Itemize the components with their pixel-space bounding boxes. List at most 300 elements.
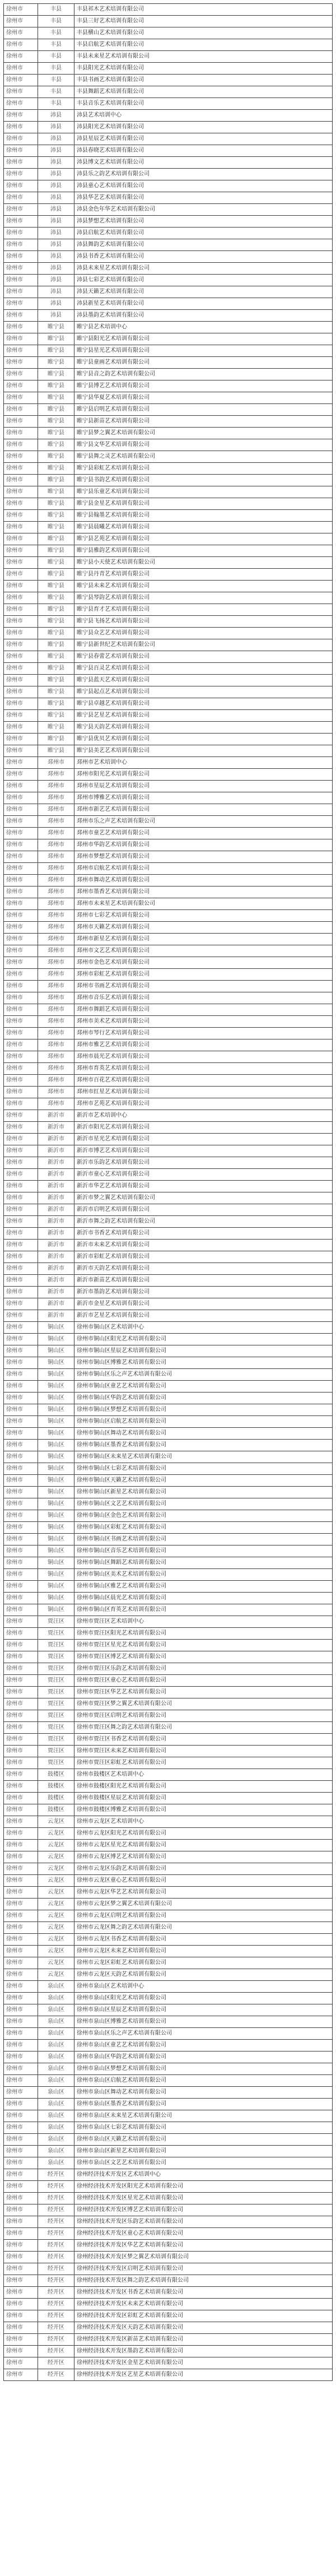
district-cell: 沛县 (38, 180, 74, 192)
city-cell: 徐州市 (4, 2228, 38, 2240)
district-cell: 睢宁县 (38, 333, 74, 345)
institution-name-cell: 新沂市艺术培训中心 (74, 1110, 333, 1122)
district-cell: 泉山区 (38, 2134, 74, 2146)
institution-name-cell: 徐州经济技术开发区启明艺术培训有限公司 (74, 2263, 333, 2275)
district-cell: 邳州市 (38, 1098, 74, 1110)
city-cell: 徐州市 (4, 27, 38, 39)
table-row (4, 1416, 333, 1428)
district-cell: 丰县 (38, 98, 74, 110)
city-cell: 徐州市 (4, 169, 38, 180)
table-row (4, 781, 333, 792)
city-cell: 徐州市 (4, 86, 38, 98)
table-row (4, 2134, 333, 2146)
table-row (4, 510, 333, 522)
table-row (4, 451, 333, 463)
district-cell: 贾汪区 (38, 1675, 74, 1687)
city-cell: 徐州市 (4, 1098, 38, 1110)
district-cell: 沛县 (38, 228, 74, 239)
table-row (4, 522, 333, 533)
institution-name-cell: 睢宁县蓝天艺术培训有限公司 (74, 675, 333, 686)
institution-name-cell: 徐州市铜山区未来星艺术培训有限公司 (74, 1451, 333, 1463)
district-cell: 新沂市 (38, 1310, 74, 1322)
table-row (4, 157, 333, 169)
institution-name-cell: 徐州市铜山区育英艺术培训有限公司 (74, 1604, 333, 1616)
table-row (4, 1993, 333, 2004)
district-cell: 睢宁县 (38, 322, 74, 333)
institution-name-cell: 邳州市红星艺术培训有限公司 (74, 1087, 333, 1098)
district-cell: 贾汪区 (38, 1734, 74, 1746)
institution-name-cell: 沛县艺术培训中心 (74, 110, 333, 122)
district-cell: 云龙区 (38, 1946, 74, 1957)
district-cell: 邳州市 (38, 792, 74, 804)
city-cell: 徐州市 (4, 2275, 38, 2287)
institution-name-cell: 徐州市泉山区墨香艺术培训有限公司 (74, 2099, 333, 2110)
table-row (4, 486, 333, 498)
institution-name-cell: 徐州市泉山区华韵艺术培训有限公司 (74, 2051, 333, 2063)
institution-name-cell: 徐州市铜山区星辰艺术培训有限公司 (74, 1345, 333, 1357)
city-cell: 徐州市 (4, 263, 38, 275)
table-row (4, 1722, 333, 1734)
institution-name-cell: 邳州市星辰艺术培训有限公司 (74, 781, 333, 792)
table-row (4, 1169, 333, 1181)
district-cell: 铜山区 (38, 1593, 74, 1604)
institution-name-cell: 睢宁县未来艺术培训有限公司 (74, 581, 333, 592)
district-cell: 经开区 (38, 2299, 74, 2310)
table-row (4, 145, 333, 157)
city-cell: 徐州市 (4, 1134, 38, 1145)
district-cell: 睢宁县 (38, 498, 74, 510)
district-cell: 睢宁县 (38, 604, 74, 616)
table-row (4, 310, 333, 322)
city-cell: 徐州市 (4, 1169, 38, 1181)
table-row (4, 839, 333, 851)
district-cell: 贾汪区 (38, 1640, 74, 1651)
institution-name-cell: 邳州市音乐艺术培训有限公司 (74, 992, 333, 1004)
table-row (4, 2334, 333, 2346)
table-row (4, 2063, 333, 2075)
table-row (4, 63, 333, 75)
district-cell: 沛县 (38, 263, 74, 275)
district-cell: 云龙区 (38, 1922, 74, 1934)
city-cell: 徐州市 (4, 1781, 38, 1793)
institution-name-cell: 邳州市晨光艺术培训有限公司 (74, 1051, 333, 1063)
institution-name-cell: 睢宁县梦之翼艺术培训有限公司 (74, 428, 333, 439)
city-cell: 徐州市 (4, 1828, 38, 1840)
institution-name-cell: 徐州市贾汪区星光艺术培训有限公司 (74, 1640, 333, 1651)
institution-name-cell: 睢宁县优贝艺术培训有限公司 (74, 734, 333, 745)
table-row (4, 2216, 333, 2228)
table-row (4, 1628, 333, 1640)
district-cell: 泉山区 (38, 2075, 74, 2087)
table-row (4, 345, 333, 357)
institution-name-cell: 徐州市贾汪区梦之翼艺术培训有限公司 (74, 1698, 333, 1710)
institution-name-cell: 新沂市彩虹艺术培训有限公司 (74, 1251, 333, 1263)
district-cell: 睢宁县 (38, 404, 74, 416)
city-cell: 徐州市 (4, 651, 38, 663)
district-cell: 云龙区 (38, 1851, 74, 1863)
district-cell: 贾汪区 (38, 1687, 74, 1698)
city-cell: 徐州市 (4, 251, 38, 263)
institution-name-cell: 新沂市启明艺术培训有限公司 (74, 1204, 333, 1216)
institution-name-cell: 睢宁县音之韵艺术培训有限公司 (74, 369, 333, 380)
district-cell: 邳州市 (38, 898, 74, 910)
district-cell: 云龙区 (38, 1863, 74, 1875)
city-cell: 徐州市 (4, 969, 38, 981)
institution-name-cell: 徐州市铜山区舞动艺术培训有限公司 (74, 1428, 333, 1440)
city-cell: 徐州市 (4, 1640, 38, 1651)
city-cell: 徐州市 (4, 1769, 38, 1781)
institution-name-cell: 睢宁县美艺艺术培训有限公司 (74, 745, 333, 757)
institution-name-cell: 邳州市舞蹈艺术培训有限公司 (74, 1004, 333, 1016)
city-cell: 徐州市 (4, 934, 38, 945)
table-row (4, 2322, 333, 2334)
institution-name-cell: 徐州市铜山区梦想艺术培训有限公司 (74, 1404, 333, 1416)
district-cell: 经开区 (38, 2369, 74, 2381)
institution-name-cell: 徐州市泉山区七彩艺术培训有限公司 (74, 2122, 333, 2134)
district-cell: 沛县 (38, 251, 74, 263)
city-cell: 徐州市 (4, 1051, 38, 1063)
institution-name-cell: 睢宁县阳光艺术培训有限公司 (74, 333, 333, 345)
institution-name-cell: 睢宁县飞扬艺术培训有限公司 (74, 616, 333, 628)
district-cell: 云龙区 (38, 1934, 74, 1946)
district-cell: 泉山区 (38, 2087, 74, 2099)
table-row (4, 1710, 333, 1722)
city-cell: 徐州市 (4, 1251, 38, 1263)
table-row (4, 1487, 333, 1498)
institution-name-cell: 徐州市铜山区音乐艺术培训有限公司 (74, 1545, 333, 1557)
institution-name-cell: 邳州市童艺艺术培训有限公司 (74, 828, 333, 839)
district-cell: 邳州市 (38, 863, 74, 875)
district-cell: 铜山区 (38, 1451, 74, 1463)
city-cell: 徐州市 (4, 1840, 38, 1851)
institution-name-cell: 徐州市云龙区启明艺术培训有限公司 (74, 1910, 333, 1922)
institution-name-cell: 徐州市铜山区博雅艺术培训有限公司 (74, 1357, 333, 1369)
institution-name-cell: 邳州市未来星艺术培训有限公司 (74, 898, 333, 910)
city-cell: 徐州市 (4, 1581, 38, 1593)
city-cell: 徐州市 (4, 1746, 38, 1757)
district-cell: 云龙区 (38, 1816, 74, 1828)
district-cell: 经开区 (38, 2334, 74, 2346)
district-cell: 铜山区 (38, 1498, 74, 1510)
institution-name-cell: 睢宁县小天使艺术培训有限公司 (74, 557, 333, 569)
city-cell: 徐州市 (4, 2322, 38, 2334)
district-cell: 邳州市 (38, 934, 74, 945)
city-cell: 徐州市 (4, 533, 38, 545)
institution-name-cell: 徐州经济技术开发区阳光艺术培训有限公司 (74, 2181, 333, 2193)
city-cell: 徐州市 (4, 992, 38, 1004)
table-row (4, 1593, 333, 1604)
district-cell: 铜山区 (38, 1522, 74, 1534)
district-cell: 经开区 (38, 2357, 74, 2369)
institution-name-cell: 沛县童心艺术培训有限公司 (74, 180, 333, 192)
table-row (4, 757, 333, 769)
district-cell: 泉山区 (38, 2063, 74, 2075)
institution-name-cell: 新沂市阳光艺术培训有限公司 (74, 1122, 333, 1134)
district-cell: 邳州市 (38, 1075, 74, 1087)
city-cell: 徐州市 (4, 1216, 38, 1228)
district-cell: 沛县 (38, 157, 74, 169)
district-cell: 丰县 (38, 86, 74, 98)
table-row (4, 804, 333, 816)
city-cell: 徐州市 (4, 1487, 38, 1498)
city-cell: 徐州市 (4, 2263, 38, 2275)
table-row (4, 1875, 333, 1887)
city-cell: 徐州市 (4, 698, 38, 710)
institution-name-cell: 徐州市云龙区梦之翼艺术培训有限公司 (74, 1899, 333, 1910)
district-cell: 贾汪区 (38, 1710, 74, 1722)
table-row (4, 769, 333, 781)
institution-name-cell: 沛县乐之韵艺术培训有限公司 (74, 169, 333, 180)
district-cell: 睢宁县 (38, 734, 74, 745)
institution-name-cell: 沛县书香艺术培训有限公司 (74, 251, 333, 263)
city-cell: 徐州市 (4, 16, 38, 27)
institution-name-cell: 邳州市金色艺术培训有限公司 (74, 957, 333, 969)
institution-name-cell: 徐州市云龙区童心艺术培训有限公司 (74, 1875, 333, 1887)
table-row (4, 27, 333, 39)
city-cell: 徐州市 (4, 298, 38, 310)
institution-name-cell: 徐州市铜山区华韵艺术培训有限公司 (74, 1393, 333, 1404)
institution-name-cell: 徐州市泉山区文艺艺术培训有限公司 (74, 2157, 333, 2169)
city-cell: 徐州市 (4, 1063, 38, 1075)
city-cell: 徐州市 (4, 1275, 38, 1287)
district-cell: 铜山区 (38, 1581, 74, 1593)
institution-name-cell: 徐州经济技术开发区星光艺术培训有限公司 (74, 2193, 333, 2204)
institution-name-cell: 徐州经济技术开发区金星艺术培训有限公司 (74, 2357, 333, 2369)
district-cell: 邳州市 (38, 886, 74, 898)
table-body (4, 4, 333, 2381)
institution-name-cell: 徐州市铜山区乐之声艺术培训有限公司 (74, 1369, 333, 1381)
institution-name-cell: 邳州市琴行艺术培训有限公司 (74, 1028, 333, 1039)
table-row (4, 2040, 333, 2051)
institution-name-cell: 徐州市铜山区艺术培训中心 (74, 1322, 333, 1334)
city-cell: 徐州市 (4, 639, 38, 651)
institution-name-cell: 沛县博文艺术培训有限公司 (74, 157, 333, 169)
district-cell: 铜山区 (38, 1557, 74, 1569)
institution-name-cell: 徐州市云龙区阳光艺术培训有限公司 (74, 1828, 333, 1840)
city-cell: 徐州市 (4, 1357, 38, 1369)
district-cell: 贾汪区 (38, 1616, 74, 1628)
institution-name-cell: 沛县阳光艺术培训有限公司 (74, 122, 333, 133)
city-cell: 徐州市 (4, 1510, 38, 1522)
institution-name-cell: 睢宁县翰墨艺术培训有限公司 (74, 510, 333, 522)
city-cell: 徐州市 (4, 2134, 38, 2146)
table-row (4, 992, 333, 1004)
institution-name-cell: 睢宁县育才艺术培训有限公司 (74, 604, 333, 616)
institution-name-cell: 徐州市泉山区阳光艺术培训有限公司 (74, 1993, 333, 2004)
city-cell: 徐州市 (4, 1298, 38, 1310)
institution-name-cell: 徐州经济技术开发区书香艺术培训有限公司 (74, 2287, 333, 2299)
city-cell: 徐州市 (4, 2099, 38, 2110)
table-row (4, 2157, 333, 2169)
district-cell: 铜山区 (38, 1345, 74, 1357)
district-cell: 沛县 (38, 239, 74, 251)
institution-name-cell: 睢宁县华夏艺术培训有限公司 (74, 392, 333, 404)
city-cell: 徐州市 (4, 792, 38, 804)
institution-name-cell: 徐州市贾汪区舞之韵艺术培训有限公司 (74, 1722, 333, 1734)
institution-name-cell: 新沂市舞之韵艺术培训有限公司 (74, 1216, 333, 1228)
table-row (4, 204, 333, 216)
institution-name-cell: 徐州市泉山区梦想艺术培训有限公司 (74, 2063, 333, 2075)
institution-name-cell: 徐州市铜山区文艺艺术培训有限公司 (74, 1498, 333, 1510)
table-row (4, 734, 333, 745)
institution-name-cell: 邳州市华韵艺术培训有限公司 (74, 839, 333, 851)
table-row (4, 2004, 333, 2016)
table-row (4, 1793, 333, 1804)
institution-name-cell: 邳州市书画艺术培训有限公司 (74, 981, 333, 992)
city-cell: 徐州市 (4, 39, 38, 51)
district-cell: 新沂市 (38, 1110, 74, 1122)
table-row (4, 628, 333, 639)
city-cell: 徐州市 (4, 2122, 38, 2134)
city-cell: 徐州市 (4, 1804, 38, 1816)
institution-name-cell: 徐州经济技术开发区梦之翼艺术培训有限公司 (74, 2252, 333, 2263)
table-row (4, 1228, 333, 1240)
table-row (4, 792, 333, 804)
institution-name-cell: 徐州经济技术开发区舞之韵艺术培训有限公司 (74, 2275, 333, 2287)
district-cell: 沛县 (38, 204, 74, 216)
table-row (4, 75, 333, 86)
table-row (4, 1051, 333, 1063)
table-row (4, 2087, 333, 2099)
city-cell: 徐州市 (4, 2040, 38, 2051)
city-cell: 徐州市 (4, 275, 38, 286)
district-cell: 新沂市 (38, 1134, 74, 1145)
city-cell: 徐州市 (4, 828, 38, 839)
city-cell: 徐州市 (4, 1887, 38, 1899)
table-row (4, 1734, 333, 1746)
institution-name-cell: 邳州市墨香艺术培训有限公司 (74, 886, 333, 898)
institution-name-cell: 睢宁县新苗艺术培训有限公司 (74, 416, 333, 428)
institution-name-cell: 徐州市贾汪区阳光艺术培训有限公司 (74, 1628, 333, 1640)
table-row (4, 945, 333, 957)
table-row (4, 1675, 333, 1687)
city-cell: 徐州市 (4, 1475, 38, 1487)
district-cell: 铜山区 (38, 1440, 74, 1451)
district-cell: 邳州市 (38, 757, 74, 769)
city-cell: 徐州市 (4, 2193, 38, 2204)
district-cell: 邳州市 (38, 922, 74, 934)
district-cell: 泉山区 (38, 2004, 74, 2016)
table-row (4, 428, 333, 439)
institution-name-cell: 徐州市泉山区童艺艺术培训有限公司 (74, 2040, 333, 2051)
institution-name-cell: 徐州市鼓楼区博雅艺术培训有限公司 (74, 1804, 333, 1816)
city-cell: 徐州市 (4, 2287, 38, 2299)
city-cell: 徐州市 (4, 475, 38, 486)
table-row (4, 533, 333, 545)
city-cell: 徐州市 (4, 1934, 38, 1946)
institution-name-cell: 沛县金色年华艺术培训有限公司 (74, 204, 333, 216)
city-cell: 徐州市 (4, 1687, 38, 1698)
table-row (4, 1698, 333, 1710)
institution-name-cell: 丰县未来星艺术培训有限公司 (74, 51, 333, 63)
city-cell: 徐州市 (4, 463, 38, 475)
table-row (4, 1816, 333, 1828)
city-cell: 徐州市 (4, 1875, 38, 1887)
district-cell: 云龙区 (38, 1957, 74, 1969)
district-cell: 新沂市 (38, 1181, 74, 1192)
table-row (4, 98, 333, 110)
institution-name-cell: 徐州经济技术开发区博艺艺术培训有限公司 (74, 2204, 333, 2216)
table-row (4, 333, 333, 345)
institution-name-cell: 徐州市铜山区墨香艺术培训有限公司 (74, 1440, 333, 1451)
city-cell: 徐州市 (4, 369, 38, 380)
city-cell: 徐州市 (4, 2357, 38, 2369)
table-row (4, 816, 333, 828)
city-cell: 徐州市 (4, 1181, 38, 1192)
table-row (4, 1063, 333, 1075)
city-cell: 徐州市 (4, 204, 38, 216)
city-cell: 徐州市 (4, 1604, 38, 1616)
city-cell: 徐州市 (4, 2169, 38, 2181)
table-row (4, 2299, 333, 2310)
city-cell: 徐州市 (4, 557, 38, 569)
institution-name-cell: 徐州市泉山区舞动艺术培训有限公司 (74, 2087, 333, 2099)
district-cell: 沛县 (38, 110, 74, 122)
table-row (4, 322, 333, 333)
table-row (4, 710, 333, 722)
district-cell: 贾汪区 (38, 1651, 74, 1663)
city-cell: 徐州市 (4, 1628, 38, 1640)
district-cell: 睢宁县 (38, 698, 74, 710)
institution-name-cell: 新沂市博艺艺术培训有限公司 (74, 1145, 333, 1157)
table-row (4, 2228, 333, 2240)
city-cell: 徐州市 (4, 1957, 38, 1969)
table-row (4, 828, 333, 839)
institution-name-cell: 徐州市贾汪区华艺艺术培训有限公司 (74, 1687, 333, 1698)
district-cell: 睢宁县 (38, 439, 74, 451)
district-cell: 邳州市 (38, 828, 74, 839)
district-cell: 贾汪区 (38, 1757, 74, 1769)
city-cell: 徐州市 (4, 1616, 38, 1628)
table-row (4, 298, 333, 310)
city-cell: 徐州市 (4, 804, 38, 816)
table-row (4, 1757, 333, 1769)
table-row (4, 2240, 333, 2252)
institution-name-cell: 徐州经济技术开发区新苗艺术培训有限公司 (74, 2334, 333, 2346)
district-cell: 云龙区 (38, 1840, 74, 1851)
city-cell: 徐州市 (4, 1498, 38, 1510)
city-cell: 徐州市 (4, 2216, 38, 2228)
table-row (4, 2369, 333, 2381)
city-cell: 徐州市 (4, 604, 38, 616)
institution-name-cell: 徐州市鼓楼区艺术培训中心 (74, 1769, 333, 1781)
city-cell: 徐州市 (4, 686, 38, 698)
institution-name-cell: 邳州市新艺艺术培训有限公司 (74, 804, 333, 816)
district-cell: 云龙区 (38, 1899, 74, 1910)
city-cell: 徐州市 (4, 322, 38, 333)
table-row (4, 663, 333, 675)
city-cell: 徐州市 (4, 1404, 38, 1416)
district-cell: 新沂市 (38, 1204, 74, 1216)
institution-name-cell: 睢宁县博艺艺术培训有限公司 (74, 380, 333, 392)
table-row (4, 1028, 333, 1039)
city-cell: 徐州市 (4, 675, 38, 686)
table-row (4, 251, 333, 263)
table-row (4, 1828, 333, 1840)
table-row (4, 16, 333, 27)
city-cell: 徐州市 (4, 1440, 38, 1451)
institution-name-cell: 睢宁县彩虹艺术培训有限公司 (74, 463, 333, 475)
district-cell: 邳州市 (38, 875, 74, 886)
institution-name-cell: 新沂市乐韵艺术培训有限公司 (74, 1157, 333, 1169)
institution-name-cell: 邳州市博雅艺术培训有限公司 (74, 792, 333, 804)
district-cell: 泉山区 (38, 2157, 74, 2169)
institution-name-cell: 睢宁县书韵艺术培训有限公司 (74, 475, 333, 486)
district-cell: 经开区 (38, 2216, 74, 2228)
city-cell: 徐州市 (4, 2369, 38, 2381)
district-cell: 沛县 (38, 145, 74, 157)
institution-name-cell: 徐州经济技术开发区华艺艺术培训有限公司 (74, 2240, 333, 2252)
